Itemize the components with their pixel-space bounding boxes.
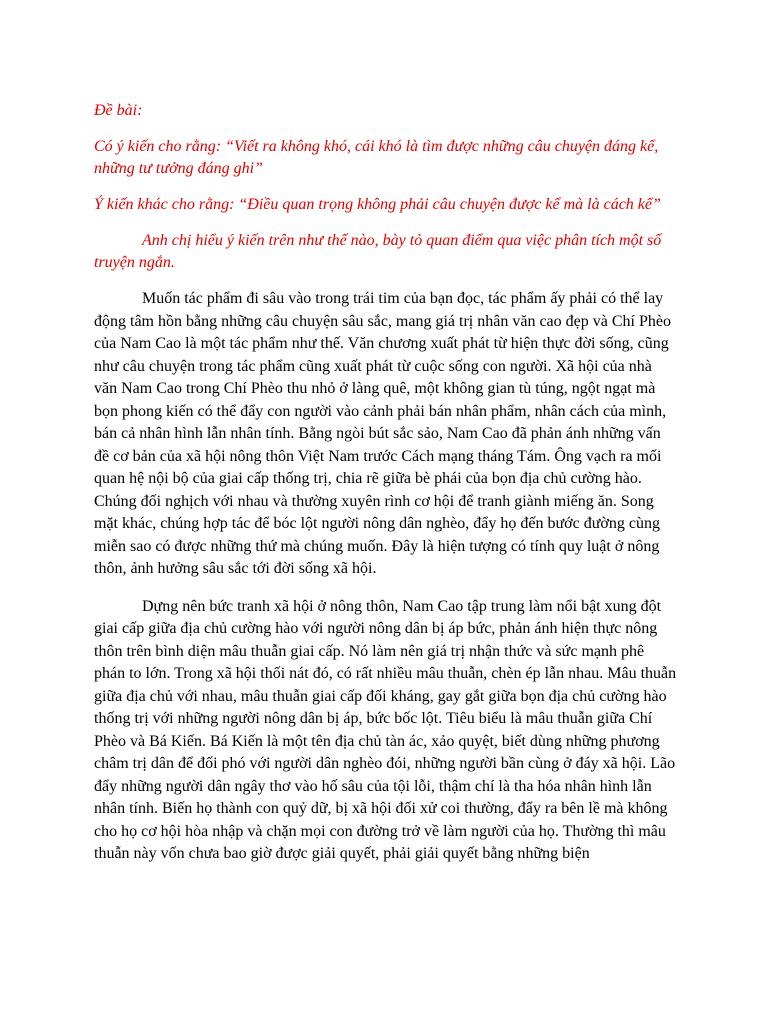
document-page (94, 100, 678, 881)
prompt-opinion-1: Có ý kiến cho rằng: “Viết ra không khó, cái khó là tìm được những câu chuyện đáng kể, những tư tưởng đáng ghi” (94, 138, 659, 177)
prompt-opinion-2: Ý kiến khác cho rằng: “Điều quan trọng không phải câu chuyện được kể mà là cách kể” (94, 196, 661, 213)
prompt-heading: Đề bài: (94, 102, 143, 119)
prompt-task: Anh chị hiểu ý kiến trên như thế nào, bày tỏ quan điểm qua việc phân tích một số truyện ngắn. (94, 232, 662, 271)
body-paragraph-2: Dựng nên bức tranh xã hội ở nông thôn, Nam Cao tập trung làm nổi bật xung đột giai cấp giữa địa chủ cường hào với người nông dân bị áp bức, phản ánh hiện thực nông thôn trên bình diện mâu thuẫn giai cấp. Nó làm nên giá trị nhận thức và sức mạnh phê phán to lớn. Trong xã hội thối nát đó, có rất nhiều mâu thuẫn, chèn ép lẫn nhau. Mâu thuẫn giữa địa chủ với nhau, mâu thuẫn giai cấp đối kháng, gay gắt giữa bọn địa chủ cường hào thống trị với những người nông dân bị áp, bức bốc lột. Tiêu biểu là mâu thuẫn giữa Chí Phèo và Bá Kiến. Bá Kiến là một tên địa chủ tàn ác, xảo quyệt, biết dùng những phương châm trị dân để đối phó với người dân nghèo đói, những người bần cùng ở đáy xã hội. Lão đẩy những người dân ngây thơ vào hố sâu của tội lỗi, thậm chí là tha hóa nhân hình lẫn nhân tính. Biến họ thành con quỷ dữ, bị xã hội đối xử coi thường, đẩy ra bên lề mà không cho họ cơ hội hòa nhập và chặn mọi con đường trở về làm người của họ. Thường thì mâu thuẫn này vốn chưa bao giờ được giải quyết, phải giải quyết bằng những biện (94, 597, 677, 862)
body-paragraph-1: Muốn tác phẩm đi sâu vào trong trái tim của bạn đọc, tác phẩm ấy phải có thể lay động tâm hồn bằng những câu chuyện sâu sắc, mang giá trị nhân văn cao đẹp và Chí Phèo của Nam Cao là một tác phẩm như thế. Văn chương xuất phát từ hiện thực đời sống, cũng như câu chuyện trong tác phẩm cũng xuất phát từ cuộc sống con người. Xã hội của nhà văn Nam Cao trong Chí Phèo thu nhỏ ở làng quê, một không gian tù túng, ngột ngạt mà bọn phong kiến có thể đẩy con người vào cảnh phải bán nhân phẩm, nhân cách của mình, bán cả nhân hình lẫn nhân tính. Bằng ngòi bút sắc sảo, Nam Cao đã phản ánh những vấn đề cơ bản của xã hội nông thôn Việt Nam trước Cách mạng tháng Tám. Ông vạch ra mối quan hệ nội bộ của giai cấp thống trị, chia rẽ giữa bè phái của bọn địa chủ cường hào. Chúng đối nghịch với nhau và thường xuyên rình cơ hội để tranh giành miếng ăn. Song mặt khác, chúng hợp tác để bóc lột người nông dân nghèo, đẩy họ đến bước đường cùng miễn sao có được những thứ mà chúng muốn. Đây là hiện tượng có tính quy luật ở nông thôn, ảnh hưởng sâu sắc tới đời sống xã hội. (94, 290, 671, 577)
